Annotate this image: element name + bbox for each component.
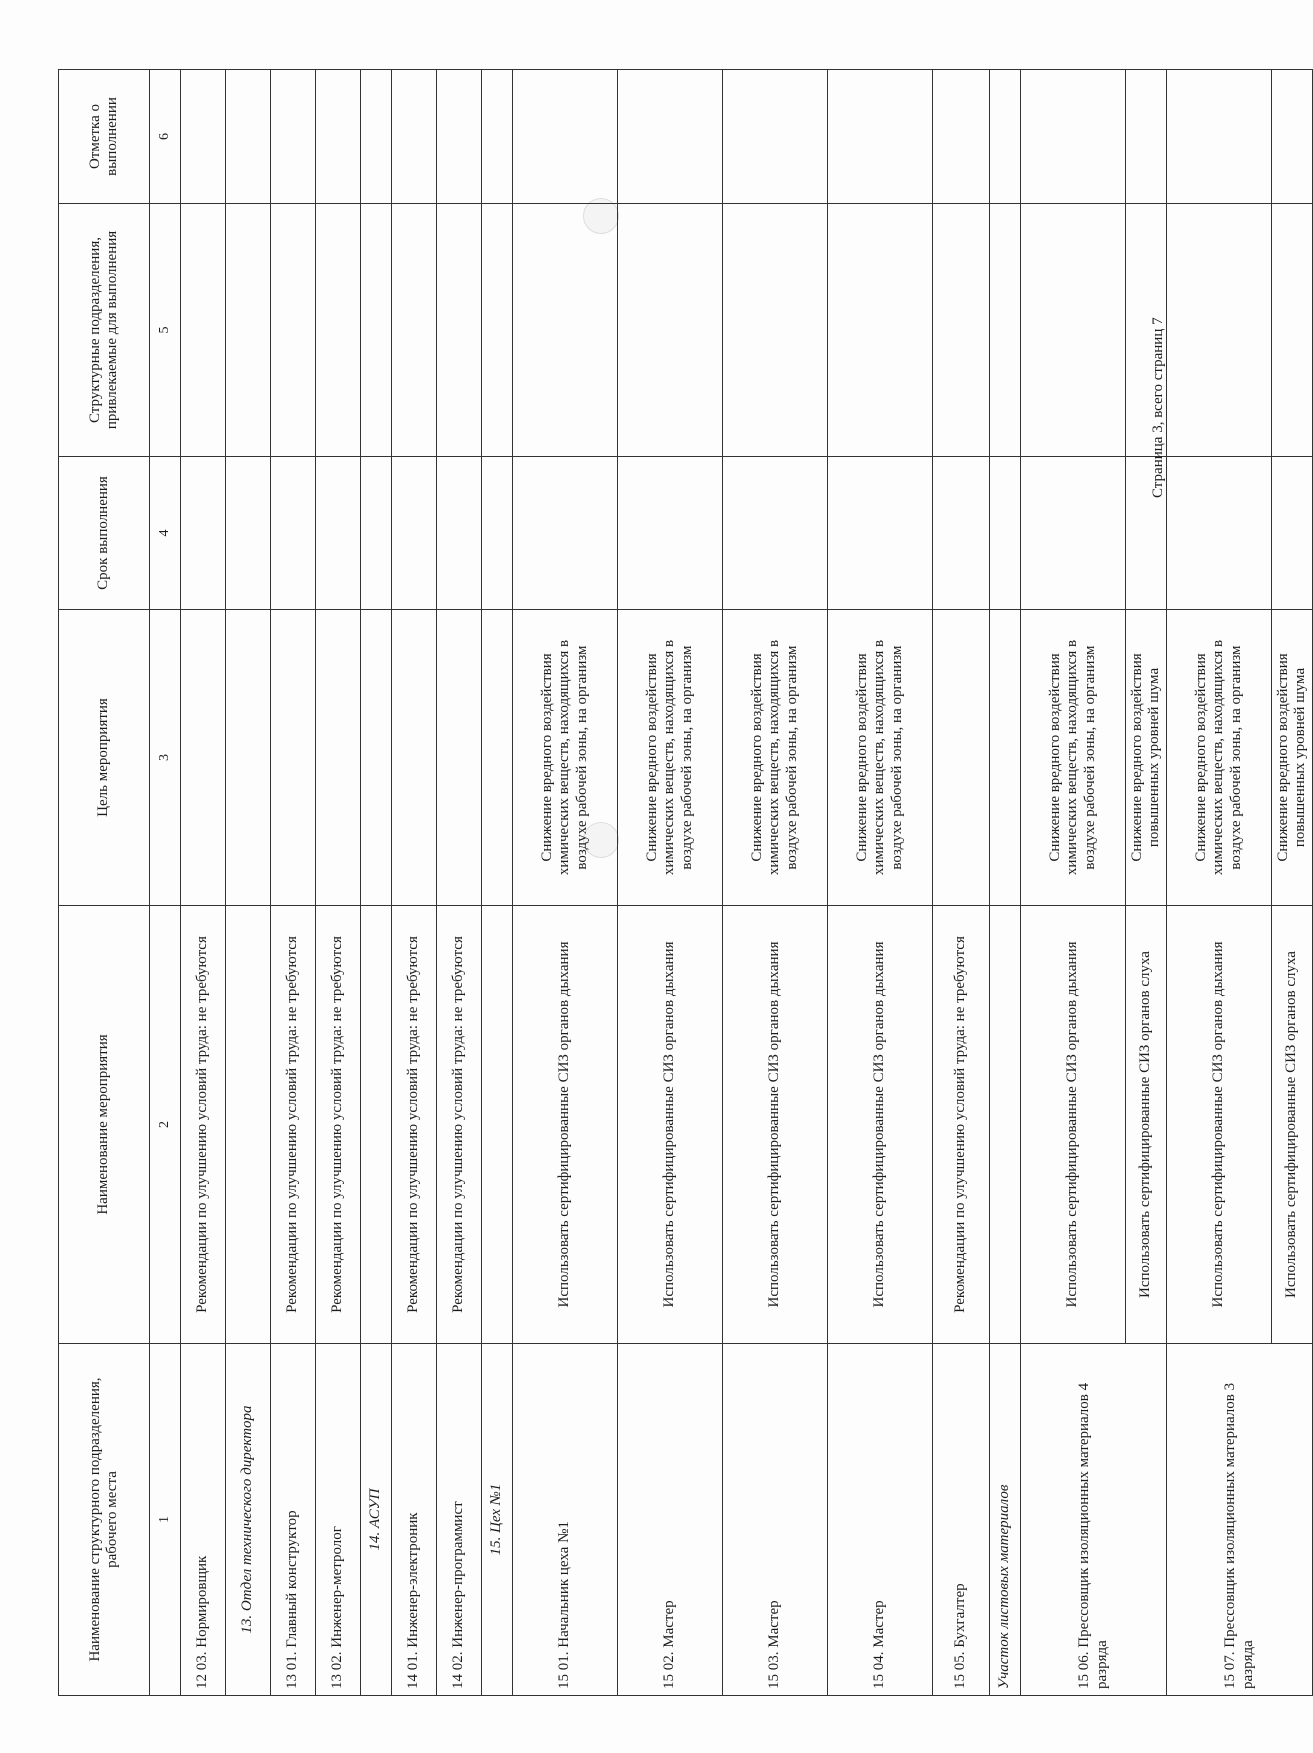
measure-cell: Использовать сертифицированные СИЗ органов слуха — [1272, 906, 1313, 1344]
workplace-cell: 14 01. Инженер-электроник — [392, 1344, 437, 1696]
measure-cell: Рекомендации по улучшению условий труда: не требуются — [437, 906, 482, 1344]
department-row — [361, 70, 392, 1696]
header-measure: Наименование мероприятия — [59, 906, 150, 1344]
page-number-text: Страница 3, всего страниц 7 — [1150, 317, 1166, 498]
workplace-cell: 15 07. Прессовщик изоляционных материалов 3 разряда — [1167, 1344, 1313, 1696]
measure-cell: Использовать сертифицированные СИЗ органов слуха — [1126, 906, 1167, 1344]
col-number: 5 — [150, 204, 181, 457]
workplace-cell: 12 03. Нормировщик — [181, 1344, 226, 1696]
goal-cell: Снижение вредного воздействия химических веществ, находящихся в воздухе рабочей зоны, на организм — [513, 610, 618, 906]
goal-cell: Снижение вредного воздействия химических веществ, находящихся в воздухе рабочей зоны, на организм — [828, 610, 933, 906]
table-row — [392, 70, 437, 1696]
measure-cell: Использовать сертифицированные СИЗ органов дыхания — [1167, 906, 1272, 1344]
workplace-cell: 14 02. Инженер-программист — [437, 1344, 482, 1696]
col-number: 4 — [150, 457, 181, 610]
table-row — [316, 70, 361, 1696]
page-footer — [1150, 278, 1170, 498]
col-number: 2 — [150, 906, 181, 1344]
goal-cell: Снижение вредного воздействия повышенных уровней шума — [1272, 610, 1313, 906]
measure-cell: Рекомендации по улучшению условий труда: не требуются — [316, 906, 361, 1344]
goal-cell: Снижение вредного воздействия повышенных уровней шума — [1126, 610, 1167, 906]
workplace-cell: 13 01. Главный конструктор — [271, 1344, 316, 1696]
measure-cell: Использовать сертифицированные СИЗ органов дыхания — [513, 906, 618, 1344]
measure-cell: Использовать сертифицированные СИЗ органов дыхания — [1021, 906, 1126, 1344]
table-row — [437, 70, 482, 1696]
goal-cell: Снижение вредного воздействия химических веществ, находящихся в воздухе рабочей зоны, на организм — [1167, 610, 1272, 906]
measure-cell: Рекомендации по улучшению условий труда: не требуются — [271, 906, 316, 1344]
workplace-cell: 15 03. Мастер — [723, 1344, 828, 1696]
workplace-cell: 15 02. Мастер — [618, 1344, 723, 1696]
workplace-cell: 13 02. Инженер-метролог — [316, 1344, 361, 1696]
table-row — [1167, 70, 1272, 1696]
header-workplace: Наименование структурного подразделения, рабочего места — [59, 1344, 150, 1696]
workplace-cell: 15 01. Начальник цеха №1 — [513, 1344, 618, 1696]
header-departments: Структурные подразделения, привлекаемые для выполнения — [59, 204, 150, 457]
subsection-heading: Участок листовых материалов — [990, 1344, 1021, 1696]
col-number: 6 — [150, 70, 181, 204]
measure-cell: Рекомендации по улучшению условий труда: не требуются — [392, 906, 437, 1344]
table-row — [181, 70, 226, 1696]
col-number: 1 — [150, 1344, 181, 1696]
table-row — [723, 70, 828, 1696]
department-heading: 15. Цех №1 — [482, 1344, 513, 1696]
table-row — [828, 70, 933, 1696]
measures-table — [58, 69, 1313, 1696]
measure-cell: Использовать сертифицированные СИЗ органов дыхания — [828, 906, 933, 1344]
department-heading: 14. АСУП — [361, 1344, 392, 1696]
goal-cell: Снижение вредного воздействия химических веществ, находящихся в воздухе рабочей зоны, на организм — [1021, 610, 1126, 906]
goal-cell: Снижение вредного воздействия химических веществ, находящихся в воздухе рабочей зоны, на организм — [723, 610, 828, 906]
col-number: 3 — [150, 610, 181, 906]
department-row — [482, 70, 513, 1696]
header-completion: Отметка о выполнении — [59, 70, 150, 204]
table-row — [513, 70, 618, 1696]
subsection-row — [990, 70, 1021, 1696]
department-row — [226, 70, 271, 1696]
measure-cell: Использовать сертифицированные СИЗ органов дыхания — [723, 906, 828, 1344]
goal-cell: Снижение вредного воздействия химических веществ, находящихся в воздухе рабочей зоны, на организм — [618, 610, 723, 906]
rotated-table-container — [58, 70, 1308, 1696]
workplace-cell: 15 06. Прессовщик изоляционных материалов 4 разряда — [1021, 1344, 1167, 1696]
workplace-cell: 15 05. Бухгалтер — [933, 1344, 990, 1696]
measure-cell: Использовать сертифицированные СИЗ органов дыхания — [618, 906, 723, 1344]
column-numbers-row — [150, 70, 181, 1696]
table-row — [271, 70, 316, 1696]
table-row — [618, 70, 723, 1696]
header-deadline: Срок выполнения — [59, 457, 150, 610]
table-row — [933, 70, 990, 1696]
header-goal: Цель мероприятия — [59, 610, 150, 906]
measure-cell: Рекомендации по улучшению условий труда: не требуются — [181, 906, 226, 1344]
table-header-row — [59, 70, 150, 1696]
workplace-cell: 15 04. Мастер — [828, 1344, 933, 1696]
table-row — [1021, 70, 1126, 1696]
department-heading: 13. Отдел технического директора — [226, 1344, 271, 1696]
measure-cell: Рекомендации по улучшению условий труда: не требуются — [933, 906, 990, 1344]
